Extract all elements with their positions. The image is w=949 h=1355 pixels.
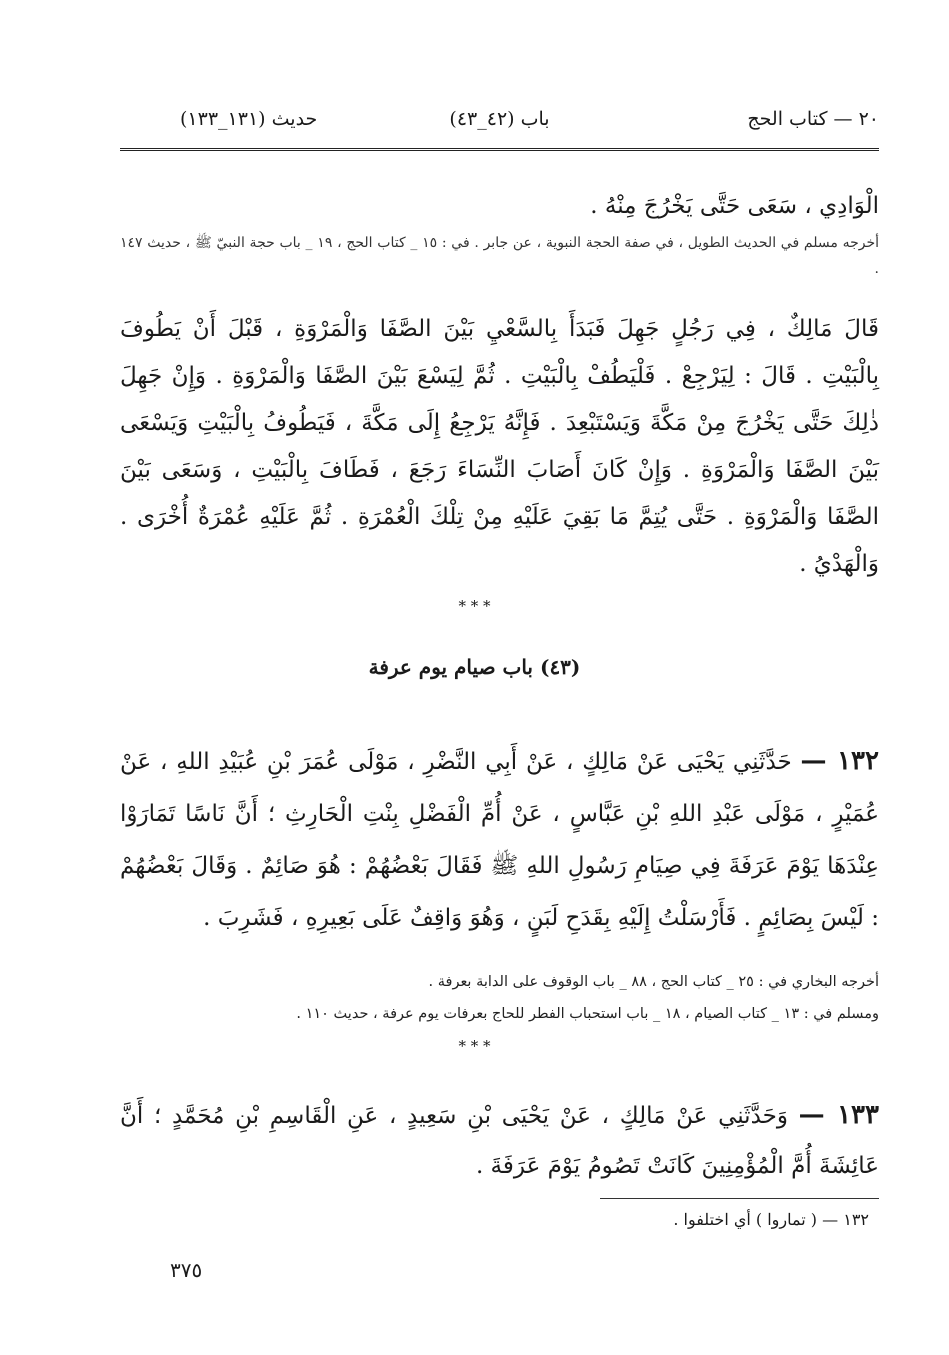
footnote: ١٣٢ — ( تماروا ) أي اختلفوا . bbox=[673, 1210, 869, 1229]
running-header bbox=[120, 108, 879, 140]
hadith-132 bbox=[120, 735, 879, 944]
hadith-133-text: وَحَدَّثَنِي عَنْ مَالِكٍ ، عَنْ يَحْيَى بْنِ سَعِيدٍ ، عَنِ الْقَاسِمِ بْنِ مُحَمَّدٍ ؛ أَنَّ عَائِشَةَ أُمَّ الْمُؤْمِنِينَ كَانَتْ تَصُومُ يَوْمَ عَرَفَةَ . bbox=[120, 1103, 879, 1179]
hadith-132-text: حَدَّثَنِي يَحْيَى عَنْ مَالِكٍ ، عَنْ أَبِي النَّضْرِ ، مَوْلَى عُمَرَ بْنِ عُبَيْدِ اللهِ ، عَنْ عُمَيْرٍ ، مَوْلَى عَبْدِ اللهِ بْنِ عَبَّاسٍ ، عَنْ أُمِّ الْفَضْلِ بِنْتِ الْحَارِثِ ؛ أَنَّ نَاسًا تَمَارَوْا عِنْدَهَا يَوْمَ عَرَفَةَ فِي صِيَامِ رَسُولِ اللهِ ﷺ فَقَالَ بَعْضُهُمْ : هُوَ صَائِمٌ . وَقَالَ بَعْضُهُمْ : لَيْسَ بِصَائِمٍ . فَأَرْسَلْتُ إِلَيْهِ بِقَدَحِ لَبَنٍ ، وَهُوَ وَاقِفٌ عَلَى بَعِيرِهِ ، فَشَرِبَ . bbox=[120, 749, 879, 931]
page-number: ٣٧٥ bbox=[170, 1258, 203, 1282]
header-chapter-range: (٤٢_٤٣) باب bbox=[449, 108, 550, 130]
hadith-132-reference-bukhari: أخرجه البخاري في : ٢٥ _ كتاب الحج ، ٨٨ _ باب الوقوف على الدابة بعرفة . bbox=[428, 974, 879, 990]
hadith-132-number: ١٣٢ — bbox=[800, 746, 879, 776]
hadith-133-number: ١٣٣ — bbox=[798, 1100, 879, 1130]
intro-reference: أخرجه مسلم في الحديث الطويل ، في صفة الحجة النبوية ، عن جابر . في : ١٥ _ كتاب الحج ، ١٩ _ باب حجة النبيّ ﷺ ، حديث ١٤٧ . bbox=[120, 235, 879, 277]
hadith-133 bbox=[120, 1090, 879, 1191]
separator-stars-2: * * * bbox=[458, 1037, 491, 1055]
malik-paragraph: قَالَ مَالِكٌ ، فِي رَجُلٍ جَهِلَ فَبَدَأَ بِالسَّعْيِ بَيْنَ الصَّفَا وَالْمَرْوَةِ ، قَبْلَ أَنْ يَطُوفَ بِالْبَيْتِ . قَالَ : لِيَرْجِعْ . فَلْيَطُفْ بِالْبَيْتِ . ثُمَّ لِيَسْعَ بَيْنَ الصَّفَا وَالْمَرْوَةِ . وَإِنْ جَهِلَ ذٰلِكَ حَتَّى يَخْرُجَ مِنْ مَكَّةَ وَيَسْتَبْعِدَ . فَإِنَّهُ يَرْجِعُ إِلَى مَكَّةَ ، فَيَطُوفُ بِالْبَيْتِ وَيَسْعَى بَيْنَ الصَّفَا وَالْمَرْوَةِ . وَإِنْ كَانَ أَصَابَ النِّسَاءَ رَجَعَ ، فَطَافَ بِالْبَيْتِ ، وَسَعَى بَيْنَ الصَّفَا وَالْمَرْوَةِ . حَتَّى يُتِمَّ مَا بَقِيَ عَلَيْهِ مِنْ تِلْكَ الْعُمْرَةِ . ثُمَّ عَلَيْهِ عُمْرَةٌ أُخْرَى . وَالْهَدْيُ . bbox=[120, 316, 879, 577]
header-hadith-range: (١٣١_١٣٣) حديث bbox=[180, 108, 318, 130]
header-rule bbox=[120, 148, 879, 151]
header-book-title: ٢٠ — كتاب الحج bbox=[747, 108, 879, 130]
intro-line: الْوَادِي ، سَعَى حَتَّى يَخْرُجَ مِنْهُ . bbox=[590, 193, 879, 219]
footnote-rule bbox=[600, 1198, 879, 1199]
section-heading: (٤٣) باب صيام يوم عرفة bbox=[368, 655, 581, 679]
hadith-132-reference-muslim: ومسلم في : ١٣ _ كتاب الصيام ، ١٨ _ باب استحباب الفطر للحاج بعرفات يوم عرفة ، حديث ١١٠ . bbox=[296, 1006, 879, 1022]
separator-stars: * * * bbox=[458, 597, 491, 615]
